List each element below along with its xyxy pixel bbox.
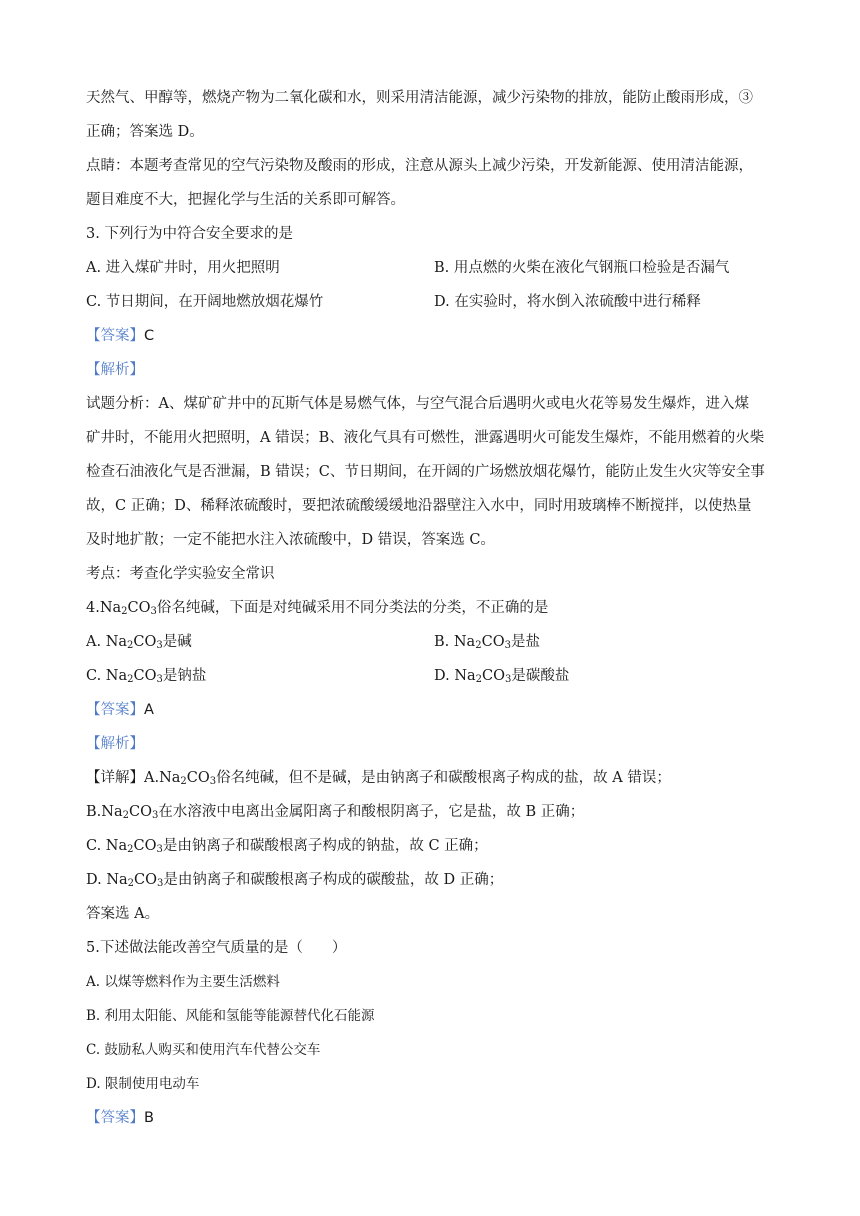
subscript: 2 — [475, 674, 483, 685]
subscript: 2 — [475, 640, 482, 651]
q4-explanation-line — [86, 768, 776, 788]
subscript: 2 — [122, 810, 129, 821]
option-label: C. Na — [86, 668, 128, 684]
formula-text: CO — [482, 668, 506, 684]
q3-explanation-line: 及时地扩散；一定不能把水注入浓硫酸中，D 错误，答案选 C。 — [86, 532, 495, 548]
q4-explanation-line — [86, 802, 776, 822]
stem-text: 4.Na — [86, 600, 122, 616]
q4-option-b — [434, 632, 774, 652]
option-text: 是钠盐 — [162, 668, 207, 684]
q5-option-d: D. 限制使用电动车 — [86, 1076, 200, 1092]
stem-text: 俗名纯碱，下面是对纯碱采用不同分类法的分类，不正确的是 — [156, 600, 549, 616]
question-5-stem: 5.下述做法能改善空气质量的是（ ） — [86, 940, 347, 956]
subscript: 2 — [127, 844, 134, 855]
formula-text: CO — [133, 838, 157, 854]
tip-line: 点睛：本题考查常见的空气污染物及酸雨的形成，注意从源头上减少污染，开发新能源、使用清洁能源， — [86, 158, 753, 174]
explanation-text: 俗名纯碱，但不是碱，是由钠离子和碳酸根离子构成的盐，故 A 错误； — [216, 770, 671, 786]
q4-option-d — [434, 666, 774, 686]
subscript: 2 — [121, 606, 128, 617]
option-text: 是碳酸盐 — [511, 668, 570, 684]
text-line: 正确；答案选 D。 — [86, 124, 204, 140]
q3-explanation-line: 试题分析：A、煤矿矿井中的瓦斯气体是易燃气体，与空气混合后遇明火或电火花等易发生爆炸，进入煤 — [86, 396, 749, 412]
formula-text: CO — [128, 804, 152, 820]
q3-explanation-line: 故，C 正确；D、稀释浓硫酸时，要把浓硫酸缓缓地沿器壁注入水中，同时用玻璃棒不断搅拌，以使热量 — [86, 498, 752, 514]
formula-text: CO — [186, 770, 210, 786]
subscript: 3 — [505, 674, 512, 685]
q5-option-b: B. 利用太阳能、风能和氢能等能源替代化石能源 — [86, 1008, 375, 1024]
formula-text: CO — [134, 872, 158, 888]
question-3-stem: 3. 下列行为中符合安全要求的是 — [86, 226, 293, 242]
formula-text: CO — [481, 634, 505, 650]
subscript: 2 — [127, 640, 134, 651]
formula-text: CO — [127, 600, 151, 616]
analysis-tag: 【解析】 — [86, 362, 144, 378]
answer-tag: 【答案】 — [86, 1110, 144, 1126]
q4-analysis-tag — [86, 734, 776, 754]
question-4-stem — [86, 598, 776, 618]
answer-value: B — [144, 1110, 154, 1126]
q3-option-c: C. 节日期间，在开阔地燃放烟花爆竹 — [86, 294, 324, 310]
option-label: B. Na — [434, 634, 476, 650]
q3-answer — [86, 326, 776, 346]
q5-answer — [86, 1108, 776, 1128]
q3-explanation-line: 检查石油液化气是否泄漏，B 错误；C、节日期间，在开阔的广场燃放烟花爆竹，能防止发生火灾等安全事 — [86, 464, 765, 480]
option-label: D. Na — [434, 668, 476, 684]
explanation-text: 是由钠离子和碳酸根离子构成的钠盐，故 C 正确； — [162, 838, 488, 854]
q4-option-a — [86, 632, 426, 652]
subscript: 3 — [151, 810, 159, 821]
q4-answer — [86, 700, 776, 720]
q4-explanation-line — [86, 870, 776, 890]
q5-option-a: A. 以煤等燃料作为主要生活燃料 — [86, 974, 280, 990]
subscript: 3 — [156, 640, 163, 651]
formula-text: CO — [133, 668, 157, 684]
subscript: 3 — [156, 674, 163, 685]
explanation-text: 【详解】A.Na — [86, 770, 181, 786]
subscript: 2 — [127, 674, 134, 685]
option-label: A. Na — [86, 634, 128, 650]
subscript: 2 — [180, 776, 187, 787]
answer-tag: 【答案】 — [86, 328, 144, 344]
option-text: 是盐 — [510, 634, 540, 650]
answer-value: A — [144, 702, 154, 718]
q3-analysis-tag — [86, 360, 776, 380]
subscript: 3 — [150, 606, 157, 617]
tip-line: 题目难度不大，把握化学与生活的关系即可解答。 — [86, 192, 405, 208]
subscript: 3 — [209, 776, 217, 787]
explanation-text: C. Na — [86, 838, 128, 854]
answer-tag: 【答案】 — [86, 702, 144, 718]
q3-option-d: D. 在实验时，将水倒入浓硫酸中进行稀释 — [434, 294, 701, 310]
explanation-text: 是由钠离子和碳酸根离子构成的碳酸盐，故 D 正确； — [163, 872, 504, 888]
analysis-tag: 【解析】 — [86, 736, 144, 752]
q3-explanation-line: 矿井时，不能用火把照明，A 错误；B、液化气具有可燃性，泄露遇明火可能发生爆炸，不能用燃着的火柴 — [86, 430, 765, 446]
subscript: 3 — [156, 844, 163, 855]
q4-conclusion: 答案选 A。 — [86, 906, 160, 922]
formula-text: CO — [133, 634, 157, 650]
explanation-text: B.Na — [86, 804, 123, 820]
answer-value: C — [144, 328, 155, 344]
subscript: 3 — [504, 640, 511, 651]
q5-option-c: C. 鼓励私人购买和使用汽车代替公交车 — [86, 1042, 321, 1058]
subscript: 2 — [127, 878, 135, 889]
q4-option-c — [86, 666, 426, 686]
q3-option-a: A. 进入煤矿井时，用火把照明 — [86, 260, 280, 276]
explanation-text: 在水溶液中电离出金属阳离子和酸根阴离子，它是盐，故 B 正确； — [158, 804, 585, 820]
explanation-text: D. Na — [86, 872, 128, 888]
text-line: 天然气、甲醇等，燃烧产物为二氧化碳和水，则采用清洁能源，减少污染物的排放，能防止酸雨形成，③ — [86, 90, 753, 106]
q4-explanation-line — [86, 836, 776, 856]
q3-option-b: B. 用点燃的火柴在液化气钢瓶口检验是否漏气 — [434, 260, 730, 276]
q3-keypoint: 考点：考查化学实验安全常识 — [86, 566, 275, 582]
subscript: 3 — [157, 878, 164, 889]
option-text: 是碱 — [162, 634, 192, 650]
